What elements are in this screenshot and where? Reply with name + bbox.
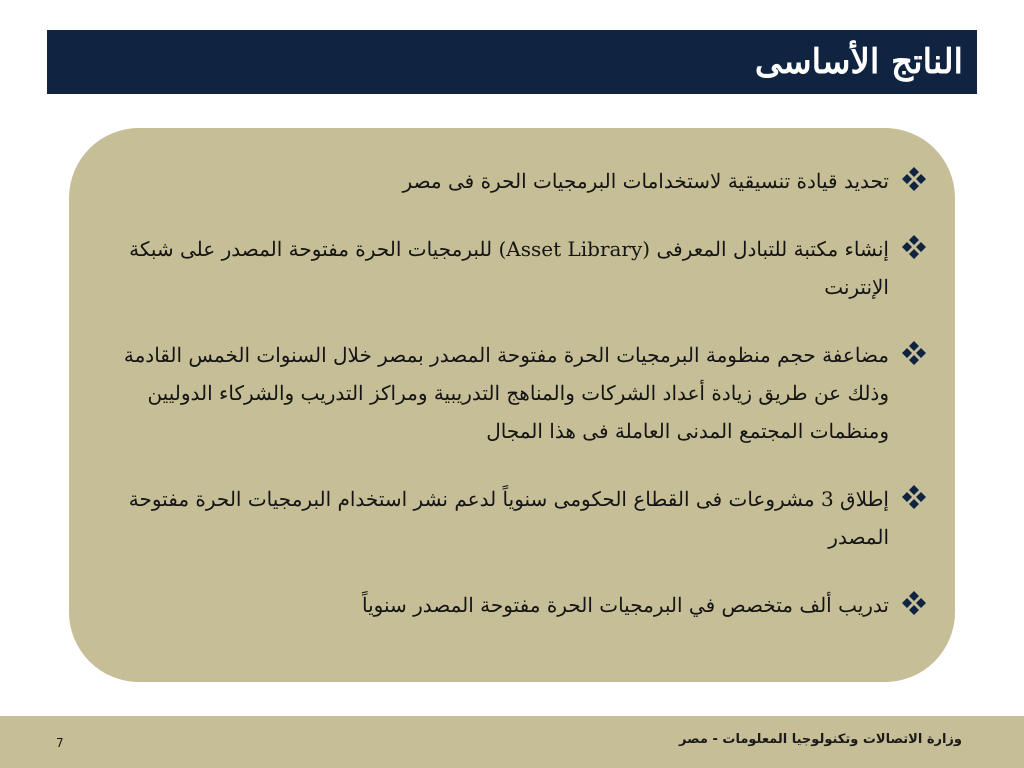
bullet-text: مضاعفة حجم منظومة البرمجيات الحرة مفتوحة المصدر بمصر خلال السنوات الخمس القادمة وذلك عن طريق زيادة أعداد الشركات والمناهج التدريبية ومراكز التدريب والشركاء الدوليين ومنظمات المجتمع المدنى العاملة فى هذا المجال [123,343,889,443]
bullet-item [119,162,927,200]
page-number: 7 [56,736,64,750]
four-diamond-bullet-icon [901,590,927,616]
bullet-list [119,162,927,624]
bullet-item [119,586,927,624]
bullet-text: تدريب ألف متخصص في البرمجيات الحرة مفتوحة المصدر سنوياً [361,593,889,617]
bullet-text: إنشاء مكتبة للتبادل المعرفى (Asset Library) للبرمجيات الحرة مفتوحة المصدر على شبكة الإنترنت [129,237,889,299]
four-diamond-bullet-icon [901,166,927,192]
content-box [69,128,955,682]
bullet-text: إطلاق 3 مشروعات فى القطاع الحكومى سنوياً لدعم نشر استخدام البرمجيات الحرة مفتوحة المصدر [128,487,889,549]
title-bar [47,30,977,94]
bullet-text: تحديد قيادة تنسيقية لاستخدامات البرمجيات الحرة فى مصر [402,169,889,193]
four-diamond-bullet-icon [901,484,927,510]
footer-bar [0,716,1024,768]
slide-title: الناتج الأساسى [754,42,963,82]
footer-organization: وزارة الاتصالات وتكنولوجيا المعلومات - مصر [678,732,962,747]
four-diamond-bullet-icon [901,340,927,366]
bullet-item [119,230,927,306]
bullet-item [119,480,927,556]
bullet-item [119,336,927,450]
four-diamond-bullet-icon [901,234,927,260]
